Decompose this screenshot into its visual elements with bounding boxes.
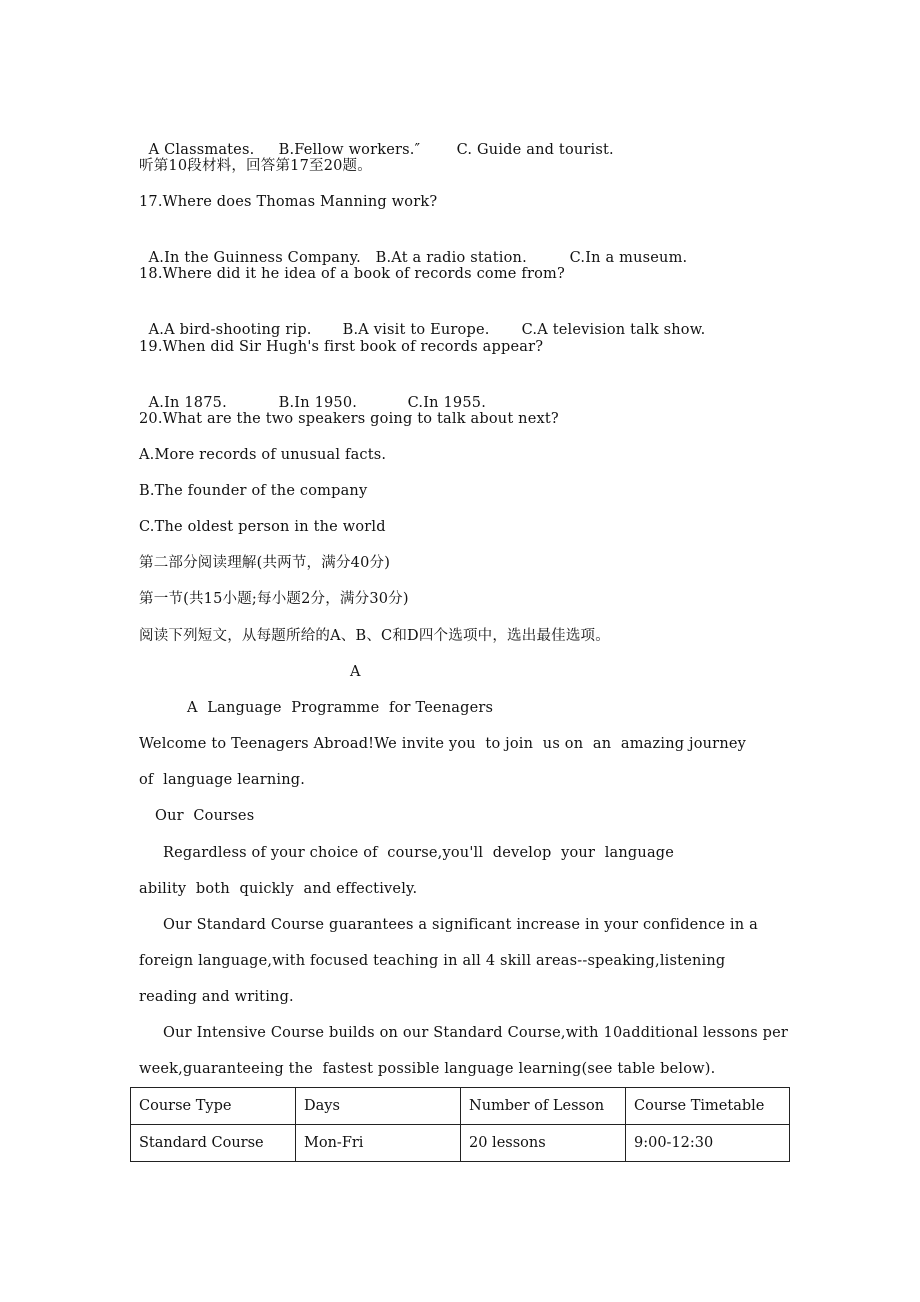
section10-intro: 听第10段材料，回答第17至20题。 [139, 158, 372, 174]
table-cell: Mon-Fri [296, 1125, 461, 1162]
option-c: C.A television talk show. [521, 322, 706, 338]
q16-options [139, 120, 614, 160]
intro-line-2: of language learning. [139, 772, 306, 788]
table-cell: 9:00-12:30 [626, 1125, 790, 1162]
q16-option-b: B.Fellow workers.″ [278, 142, 421, 158]
option-b: B.The founder of the company [139, 483, 368, 499]
table-header-cell: Course Timetable [626, 1088, 790, 1125]
passage-letter: A [350, 664, 361, 680]
paragraph-2-line-3: reading and writing. [139, 989, 294, 1005]
course-table [130, 1087, 790, 1162]
option-c: C.In a museum. [569, 250, 688, 266]
table-header-cell: Days [296, 1088, 461, 1125]
option-b: B.A visit to Europe. [342, 322, 490, 338]
passage-title: A Language Programme for Teenagers [187, 700, 494, 716]
question-stem: 18.Where did it he idea of a book of records come from? [139, 266, 565, 282]
section1-title: 第一节(共15小题;每小题2分，满分30分) [139, 591, 409, 607]
question-stem: 20.What are the two speakers going to talk about next? [139, 411, 559, 427]
option-a: A.In 1875. [148, 395, 227, 411]
q16-option-a: A Classmates. [148, 142, 255, 158]
intro-line-1: Welcome to Teenagers Abroad!We invite you to join us on an amazing journey [139, 736, 747, 752]
table-header-cell: Number of Lesson [461, 1088, 626, 1125]
q16-option-c: C. Guide and tourist. [456, 142, 614, 158]
table-cell: 20 lessons [461, 1125, 626, 1162]
option-a: A.A bird-shooting rip. [148, 322, 312, 338]
paragraph-2-line-1: Our Standard Course guarantees a significant increase in your confidence in a [163, 917, 758, 933]
option-b: B.At a radio station. [375, 250, 527, 266]
question-options [139, 228, 687, 268]
question-stem: 17.Where does Thomas Manning work? [139, 194, 438, 210]
table-cell: Standard Course [131, 1125, 296, 1162]
option-c: C.The oldest person in the world [139, 519, 386, 535]
reading-instruction: 阅读下列短文，从每题所给的A、B、C和D四个选项中，选出最佳选项。 [139, 628, 610, 644]
question-options [139, 300, 705, 340]
table-header-row [131, 1088, 790, 1125]
option-a: A.In the Guinness Company. [148, 250, 361, 266]
paragraph-3-line-2: week,guaranteeing the fastest possible language learning(see table below). [139, 1061, 716, 1077]
paragraph-2-line-2: foreign language,with focused teaching in all 4 skill areas--speaking,listening [139, 953, 726, 969]
option-a: A.More records of unusual facts. [139, 447, 387, 463]
question-stem: 19.When did Sir Hugh's first book of records appear? [139, 339, 544, 355]
part2-title: 第二部分阅读理解(共两节，满分40分) [139, 555, 391, 571]
table-header-cell: Course Type [131, 1088, 296, 1125]
table-row [131, 1125, 790, 1162]
question-options [139, 373, 486, 413]
paragraph-1-line-2: ability both quickly and effectively. [139, 881, 418, 897]
option-c: C.In 1955. [407, 395, 486, 411]
option-b: B.In 1950. [278, 395, 358, 411]
paragraph-3-line-1: Our Intensive Course builds on our Standard Course,with 10additional lessons per [163, 1025, 789, 1041]
paragraph-1-line-1: Regardless of your choice of course,you'll develop your language [163, 845, 675, 861]
courses-heading: Our Courses [155, 808, 255, 824]
